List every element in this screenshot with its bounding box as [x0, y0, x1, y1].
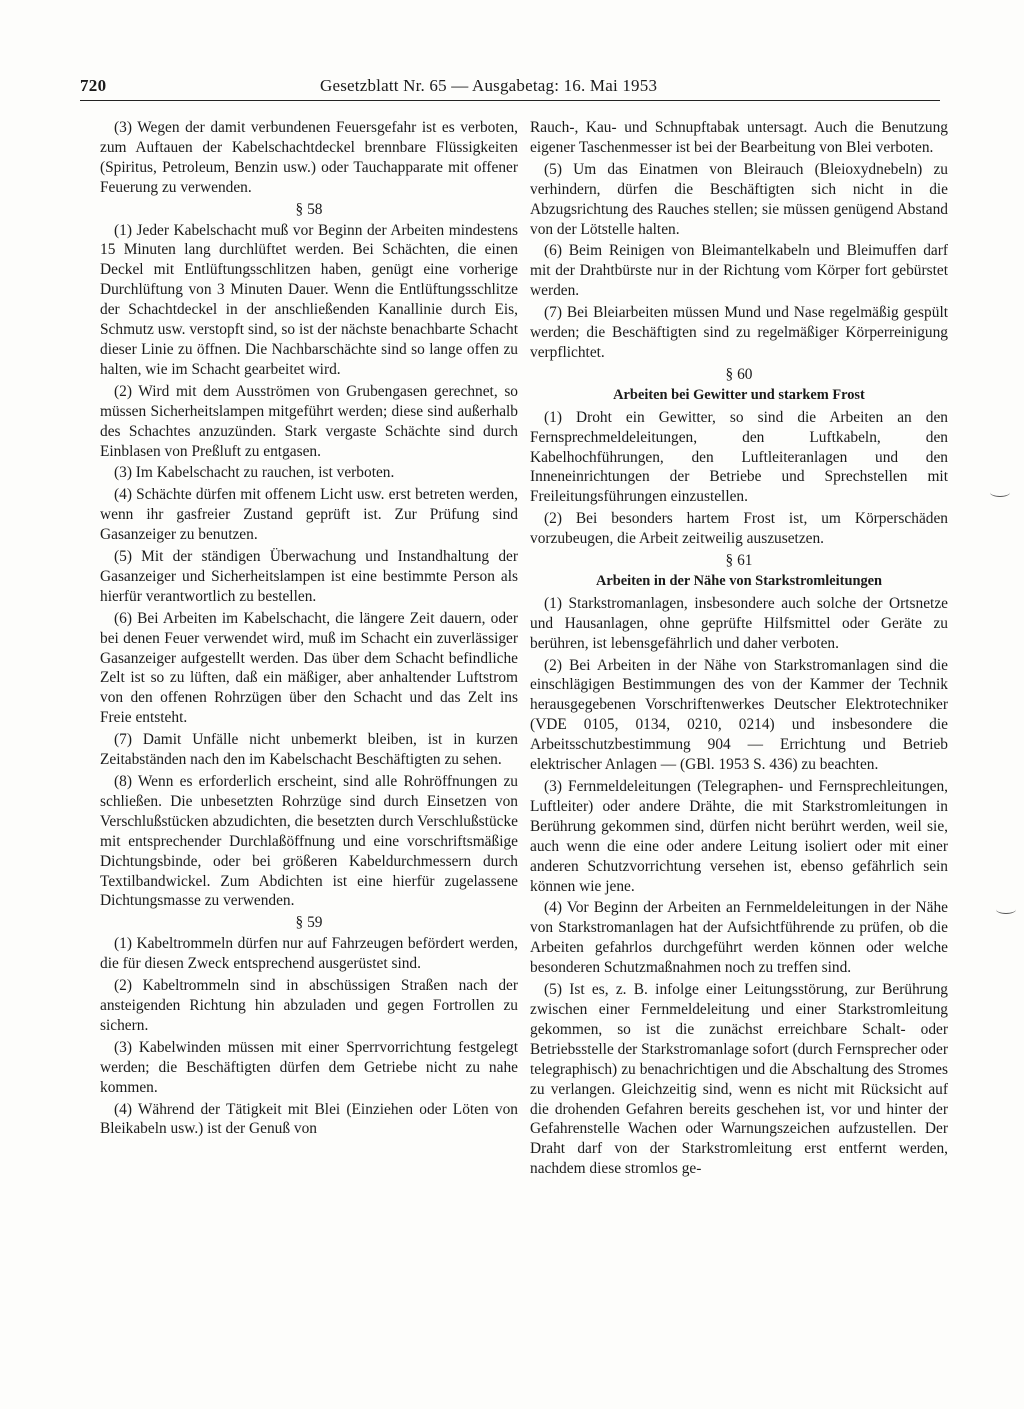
- left-column: [100, 118, 518, 1141]
- paragraph: (2) Bei Arbeiten in der Nähe von Starkstromanlagen sind die einschlägigen Bestimmungen des von der Kammer der Technik herausgegebenen Vorschriftenwerkes Deutscher Elektrotechniker (VDE 0105, 0134, 0210, 0214) und insbesondere die Arbeitsschutzbestimmung 904 — Errichtung und Betrieb elektrischer Anlagen — (GBl. 1953 S. 436) zu beachten.: [530, 656, 948, 774]
- paragraph: (4) Schächte dürfen mit offenem Licht usw. erst betreten werden, wenn ihr gasfreier Zustand geprüft ist. Zur Prüfung sind Gasanzeiger zu benutzen.: [100, 486, 518, 544]
- paragraph: (4) Vor Beginn der Arbeiten an Fernmeldeleitungen in der Nähe von Starkstromanlagen hat der Aufsichtführende zu prüfen, ob die Arbeiten gefahrlos durchgeführt werden können oder welche besonderen Schutzmaßnahmen noch zu treffen sind.: [530, 899, 948, 977]
- page-number: 720: [80, 76, 107, 95]
- paragraph: (3) Wegen der damit verbundenen Feuersgefahr ist es verboten, zum Auftauen der Kabelschachtdeckel brennbare Flüssigkeiten (Spiritus, Petroleum, Benzin usw.) oder Tauchapparate mit offener Feuerung zu verwenden.: [100, 119, 518, 196]
- paragraph: (3) Kabelwinden müssen mit einer Sperrvorrichtung festgelegt werden; die Beschäftigten dürfen dem Getriebe nicht zu nahe kommen.: [100, 1038, 518, 1096]
- paragraph: (1) Kabeltrommeln dürfen nur auf Fahrzeugen befördert werden, die für diesen Zweck entsprechend ausgerüstet sind.: [100, 935, 518, 973]
- paragraph: (6) Beim Reinigen von Bleimantelkabeln und Bleimuffen darf mit der Drahtbürste nur in der Richtung vom Körper fort gebürstet werden.: [530, 242, 948, 300]
- binding-hole-mark: [996, 905, 1016, 914]
- paragraph: (5) Mit der ständigen Überwachung und Instandhaltung der Gasanzeiger und Sicherheitslampen ist eine bestimmte Person als hierfür verantwortlich zu bestellen.: [100, 548, 518, 605]
- paragraph: (2) Wird mit dem Ausströmen von Grubengasen gerechnet, so müssen Sicherheitslampen mitgeführt werden; diese sind außerhalb des Schachtes anzuzünden. Stark vergaste Schächte sind durch Einblasen von Preßluft zu entgasen.: [100, 382, 518, 460]
- running-title: Gesetzblatt Nr. 65 — Ausgabetag: 16. Mai 1953: [320, 76, 658, 95]
- paragraph: (1) Droht ein Gewitter, so sind die Arbeiten an den Fernsprechmeldeleitungen, den Luftkabeln, den Kabelhochführungen, den Luftleiteranlagen und den Inneneinrichtungen der Betriebe und Sprechstellen mit Freileitungsführungen einzustellen.: [530, 408, 948, 506]
- section-heading-58: § 58: [295, 200, 323, 218]
- right-column: [530, 118, 948, 1181]
- paragraph: (1) Starkstromanlagen, insbesondere auch solche der Ortsnetze und Hausanlagen, ohne geprüfte Hilfsmittel oder Geräte zu berühren, ist lebensgefährlich und daher verboten.: [530, 594, 948, 652]
- paragraph-continued: Rauch-, Kau- und Schnupftabak untersagt. Auch die Benutzung eigener Taschenmesser ist bei der Bearbeitung von Blei verboten.: [530, 119, 948, 156]
- section-title-61: Arbeiten in der Nähe von Starkstromleitungen: [595, 572, 883, 589]
- paragraph: (6) Bei Arbeiten im Kabelschacht, die längere Zeit dauern, oder bei denen Feuer verwendet wird, muß im Schacht ein zuverlässiger Gasanzeiger aufgestellt werden. Das über dem Schacht befindliche Zelt ist so zu lüften, daß ein mäßiger, aber anhaltender Luftstrom von den offenen Rohrzügen über den Schacht und das Zelt ins Freie entsteht.: [100, 609, 518, 727]
- paragraph: (3) Fernmeldeleitungen (Telegraphen- und Fernsprechleitungen, Luftleiter) oder andere Drähte, die mit Starkstromleitungen in Berührung gekommen sind, dürfen nicht berührt werden, weil sie, auch wenn die eine oder andere Leitung isoliert oder mit einer anderen Schutzvorrichtung versehen ist, ebenso gefährlich sein können wie jene.: [530, 778, 948, 895]
- paragraph: (8) Wenn es erforderlich erscheint, sind alle Rohröffnungen zu schließen. Die unbesetzten Rohrzüge sind durch Einsetzen von Verschlußstücken abzudichten, die besetzten durch Verschlußstücke mit entsprechender Durchlaßöffnung und eine vorschriftsmäßige Dichtungsbinde, oder bei größeren Kabeldurchmessern durch Textilbandwickel. Zum Abdichten ist eine hierfür zugelassene Dichtungsmasse zu verwenden.: [100, 773, 518, 910]
- binding-hole-mark: [990, 488, 1010, 497]
- section-heading-59: § 59: [295, 914, 323, 932]
- section-title-60: Arbeiten bei Gewitter und starkem Frost: [613, 386, 865, 403]
- paragraph: (5) Um das Einatmen von Bleirauch (Bleioxydnebeln) zu verhindern, dürfen die Beschäftigten sich nicht in die Abzugsrichtung des Rauches stellen; sie müssen genügend Abstand von der Lötstelle halten.: [530, 160, 948, 238]
- paragraph: (7) Bei Bleiarbeiten müssen Mund und Nase regelmäßig gespült werden; die Beschäftigten sind zu regelmäßiger Körperreinigung verpflichtet.: [530, 304, 948, 361]
- paragraph: (4) Während der Tätigkeit mit Blei (Einziehen oder Löten von Bleikabeln usw.) ist der Genuß von: [100, 1100, 518, 1138]
- paragraph: (7) Damit Unfälle nicht unbemerkt bleiben, ist in kurzen Zeitabständen nach den im Kabelschacht Beschäftigten zu sehen.: [100, 731, 518, 769]
- section-heading-60: § 60: [725, 365, 753, 383]
- paragraph: (2) Bei besonders hartem Frost ist, um Körperschäden vorzubeugen, die Arbeit zeitweilig auszusetzen.: [530, 510, 948, 548]
- paragraph: (3) Im Kabelschacht zu rauchen, ist verboten.: [114, 464, 395, 482]
- paragraph: (5) Ist es, z. B. infolge einer Leitungsstörung, zur Berührung zwischen einer Fernmeldeleitung und einer Starkstromleitung gekommen, so ist die zunächst erreichbare Schalt- oder Betriebsstelle der Starkstromanlage sofort (durch Fernsprecher oder telegraphisch) zu benachrichtigen und die Abschaltung des Stromes zu verlangen. Gleichzeitig sind, wenn es nicht mit Rücksicht auf die drohenden Gefahren bereits geschehen ist, vor und hinter der Gefahrenstelle Wachen oder Warnungszeichen aufzustellen. Der Draht darf von der Starkstromleitung erst entfernt werden, nachdem diese stromlos ge-: [530, 981, 948, 1178]
- section-heading-61: § 61: [725, 552, 753, 570]
- paragraph: (2) Kabeltrommeln sind in abschüssigen Straßen nach der ansteigenden Richtung hin abzuladen und gegen Fortrollen zu sichern.: [100, 977, 518, 1034]
- running-header: [80, 76, 940, 101]
- paragraph: (1) Jeder Kabelschacht muß vor Beginn der Arbeiten mindestens 15 Minuten lang durchlüftet werden. Bei Schächten, die einen Deckel mit Entlüftungsschlitzen haben, genügt eine vorherige Durchlüftung von 3 Minuten Dauer. Wenn die Entlüftungsschlitze der Schachtdeckel in der anschließenden Kanallinie durch Eis, Schmutz usw. verstopft sind, so ist der nächste benachbarte Schacht dieser Linie zu öffnen. Die Nachbarschächte sind so lange offen zu halten, wie im Schacht gearbeitet wird.: [100, 221, 518, 378]
